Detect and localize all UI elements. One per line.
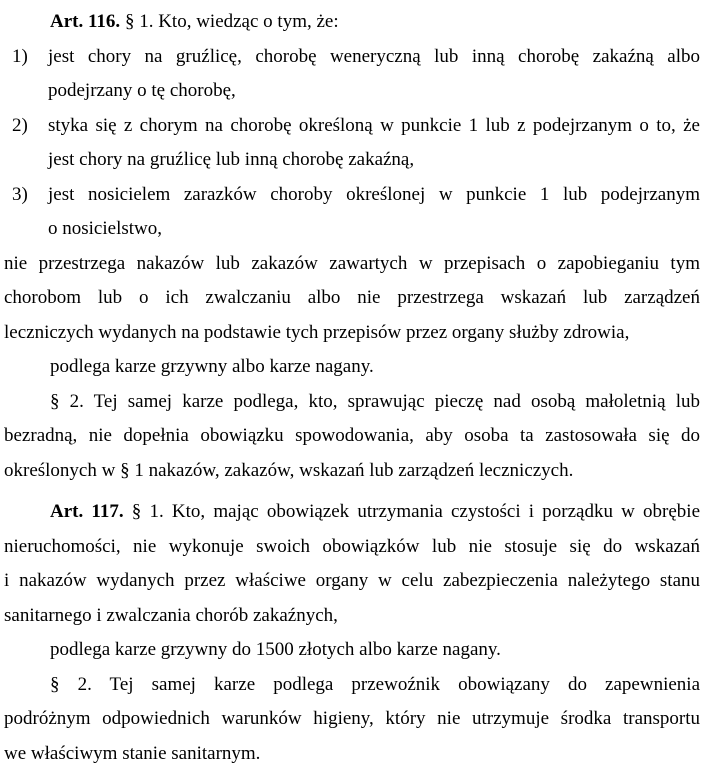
line-text: jest chory na gruźlicę lub inną chorobę zakaźną, [48,149,415,170]
line-text: i nakazów wydanych przez właściwe organy w celu zabezpieczenia należytego stanu [4,570,700,591]
line-text: leczniczych wydanych na podstawie tych przepisów przez organy służby zdrowia, [4,321,630,343]
article-label: Art. 117. [50,501,124,522]
line-text: nie przestrzega nakazów lub zakazów zawartych w przepisach o zapobieganiu tym [4,252,700,274]
text-line [4,316,700,351]
text-line [4,530,700,565]
list-item-line [4,40,700,75]
text-line [4,737,700,772]
text-line [4,143,700,178]
line-text: bezradną, nie dopełnia obowiązku spowodowania, aby osoba ta zastosowała się do [4,425,700,446]
line-text: podejrzany o tę chorobę, [48,80,236,101]
line-text: jest chory na gruźlicę, chorobę weneryczną lub inną chorobę zakaźną albo [48,45,700,67]
line-text: § 2. Tej samej karze podlega, kto, sprawując pieczę nad osobą małoletnią lub [50,390,700,412]
line-text: sanitarnego i zwalczania chorób zakaźnych, [4,604,338,626]
line-text: nieruchomości, nie wykonuje swoich obowiązków lub nie stosuje się do wskazań [4,535,700,557]
line-text: podróżnym odpowiednich warunków higieny, który nie utrzymuje środka transportu [4,708,700,729]
text-line [4,419,700,454]
line-text: określonych w § 1 nakazów, zakazów, wskazań lub zarządzeń leczniczych. [4,459,574,481]
text-line [4,564,700,599]
text-line [4,74,700,109]
line-text: we właściwym stanie sanitarnym. [4,742,261,764]
list-number: 1) [12,45,28,67]
line-text: o nosicielstwo, [48,218,162,239]
text-line [4,668,700,703]
list-number: 2) [12,114,28,136]
text-line [4,350,700,385]
line-text: jest nosicielem zarazków choroby określonej w punkcie 1 lub podejrzanym [48,183,700,205]
text-line [4,633,700,668]
line-text: podlega karze grzywny do 1500 złotych albo karze nagany. [50,639,501,660]
text-line [4,599,700,634]
line-text: § 1. Kto, mając obowiązek utrzymania czystości i porządku w obrębie [123,501,701,522]
line-text: § 2. Tej samej karze podlega przewoźnik obowiązany do zapewnienia [50,673,700,695]
text-line [4,247,700,282]
list-item-line [4,109,700,144]
text-line [4,281,700,316]
text-line [4,385,700,420]
text-line [4,454,700,489]
line-text: chorobom lub o ich zwalczaniu albo nie przestrzega wskazań lub zarządzeń [4,287,700,308]
text-line [4,212,700,247]
line-text: podlega karze grzywny albo karze nagany. [50,356,374,377]
text-line [4,495,700,530]
line-text: styka się z chorym na chorobę określoną w punkcie 1 lub z podejrzanym o to, że [48,114,700,136]
text-line [4,5,700,40]
line-text: § 1. Kto, wiedząc o tym, że: [120,11,339,32]
list-number: 3) [12,183,28,205]
text-line [4,702,700,737]
list-item-line [4,178,700,213]
article-label: Art. 116. [50,11,121,32]
